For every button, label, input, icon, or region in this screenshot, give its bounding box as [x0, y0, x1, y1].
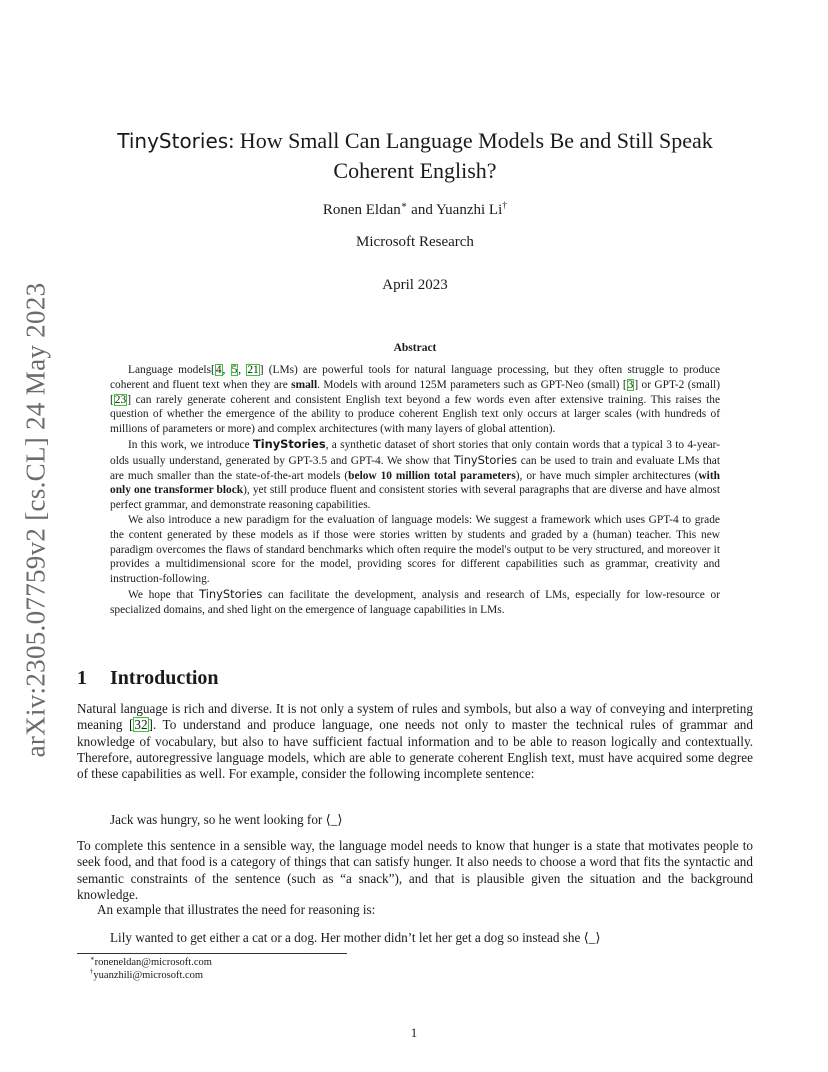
citation-link[interactable]: 32 [134, 717, 148, 733]
abstract-paragraph [110, 587, 720, 618]
title-dataset-name: TinyStories [117, 129, 229, 153]
abstract-paragraph: Language models[4, 5, 21] (LMs) are powerful tools for natural language processing, but they often struggle to produce coherent and fluent text when they are small. Models with around 125M parameters such as GPT-Neo (small) [3] or GPT-2 (small) [23] can rarely generate coherent and consistent English text beyond a few words even after extensive training. This raises the question of whether the emergence of the ability to produce coherent English text only occurs at larger scales (with hundreds of millions of parameters or more) and complex architectures (with many layers of global attention). [110, 364, 721, 436]
text-run: Language models [128, 364, 212, 376]
example-sentence-2: Lily wanted to get either a cat or a dog. Her mother didn’t let her get a dog so instead she ⟨_⟩ [110, 930, 601, 945]
section-number: 1 [77, 667, 87, 689]
citation-bracket-open: [ [211, 364, 215, 376]
citation-link[interactable]: 3 [627, 378, 634, 391]
title-rest: : How Small Can Language Models Be and Still Speak Coherent English? [228, 128, 713, 183]
citation-link[interactable]: 4 [215, 364, 222, 376]
text-run: ), or have much simpler architectures ( [515, 469, 699, 482]
bold-text: below 10 million total parameters [348, 469, 516, 482]
author-2-footnote-mark[interactable]: † [502, 200, 508, 211]
dataset-name: TinyStories [199, 586, 263, 601]
footnote-1-email[interactable]: roneneldan@microsoft.com [94, 957, 212, 968]
text-run: or GPT-2 (small) [638, 378, 720, 391]
paper-title [110, 126, 720, 185]
arxiv-identifier-stamp: arXiv:2305.07759v2 [cs.CL] 24 May 2023 [20, 282, 51, 758]
intro-paragraph-3: An example that illustrates the need for reasoning is: [97, 902, 376, 917]
footnote-divider [77, 953, 347, 954]
page-number: 1 [410, 1025, 418, 1040]
dataset-name: TinyStories [453, 452, 518, 467]
author-1-footnote-mark[interactable]: ∗ [400, 200, 408, 211]
bold-text: with only one transformer block [110, 469, 720, 497]
text-run: , a synthetic dataset of short stories that only contain words that a typical 3 to 4-year-olds usually understand, generated by GPT-3.5 and GPT-4. We show that [110, 438, 720, 467]
author-2: Yuanzhi Li [436, 202, 503, 218]
citation-link[interactable]: 23 [114, 393, 127, 406]
footnote-2-mark: † [90, 968, 94, 976]
intro-paragraph-2: To complete this sentence in a sensible way, the language model needs to know that hunger is a state that motivates people to seek food, and that food is a category of things that can satisfy hunger. It also needs to choose a word that fits the syntactic and semantic constraints of the sentence (such as “a snack”), and that is plausible given the situation and the background knowledge. [77, 838, 753, 902]
text-run: Natural language is rich and diverse. It is not only a system of rules and symbols, but also a way of conveying and interpreting meaning [77, 701, 753, 733]
intro-paragraph-1: Natural language is rich and diverse. It is not only a system of rules and symbols, but also a way of conveying and interpreting meaning [32]. To understand and produce language, one needs not only to master the technical rules of grammar and knowledge of vocabulary, but also to have sufficient factual information and to be able to reason logically and contextually. Therefore, autoregressive language models, which are able to generate coherent English text, must have acquired some degree of these capabilities as well. For example, consider the following incomplete sentence: [77, 701, 753, 782]
text-run: can facilitate the development, analysis and research of LMs, especially for low-resource or specialized domains, and shed light on the emergence of language capabilities in LMs. [110, 588, 720, 616]
abstract-paragraph [110, 437, 720, 513]
affiliation: Microsoft Research [356, 234, 474, 250]
text-run: We hope that [128, 588, 200, 601]
text-run: ), yet still produce fluent and consistent stories with several paragraphs that are diverse and have almost perfect grammar, and demonstrate reasoning capabilities. [110, 484, 720, 512]
author-separator: and [407, 202, 437, 218]
bold-text: small [291, 378, 318, 391]
publication-date: April 2023 [382, 277, 448, 293]
text-run: can be used to train and evaluate LMs that are much smaller than the state-of-the-art models ( [110, 454, 720, 482]
dataset-name: TinyStories [252, 436, 326, 451]
abstract-body [110, 363, 720, 618]
author-1: Ronen Eldan [322, 202, 401, 218]
footnote-1 [90, 957, 212, 968]
author-line [110, 202, 720, 219]
text-run: . To understand and produce language, one needs not only to master the technical rules of grammar and knowledge of vocabulary, but also to have sufficient factual information and to be able to reason logically and contextually. Therefore, autoregressive language models, which are able to generate coherent English text, must have acquired some degree of these capabilities as well. For example, consider the following incomplete sentence: [77, 717, 753, 782]
footnote-1-mark: ∗ [90, 955, 95, 963]
citation-link[interactable]: 21 [247, 364, 259, 376]
footnote-2-email[interactable]: yuanzhili@microsoft.com [93, 970, 204, 981]
text-run: In this work, we introduce [128, 438, 253, 451]
section-heading [77, 667, 219, 690]
section-title: Introduction [110, 667, 219, 689]
abstract-paragraph: We also introduce a new paradigm for the evaluation of language models: We suggest a framework which uses GPT-4 to grade the content generated by these models as if those were stories written by students and graded by a (human) teacher. This new paradigm overcomes the flaws of standard benchmarks which often require the model's output to be very structured, and moreover it provides a multidimensional score for the model, providing scores for different capabilities such as grammar, creativity and instruction-following. [110, 513, 720, 586]
text-run: (LMs) are powerful tools for natural language processing, but they often struggle to produce coherent and fluent text when they are [110, 364, 721, 391]
abstract-heading: Abstract [393, 342, 437, 354]
text-run: can rarely generate coherent and consistent English text beyond a few words even after extensive training. This raises the question of whether the emergence of the ability to produce coherent English text only occurs at larger scales (with hundreds of millions of parameters or more) and complex architectures (with many layers of global attention). [110, 393, 720, 436]
text-run: . Models with around 125M parameters such as GPT-Neo (small) [317, 378, 623, 391]
footnote-2 [90, 970, 203, 981]
example-sentence-1: Jack was hungry, so he went looking for ⟨_⟩ [110, 812, 343, 827]
citation-link[interactable]: 5 [231, 364, 238, 376]
citation-bracket-close: ] [259, 364, 264, 376]
